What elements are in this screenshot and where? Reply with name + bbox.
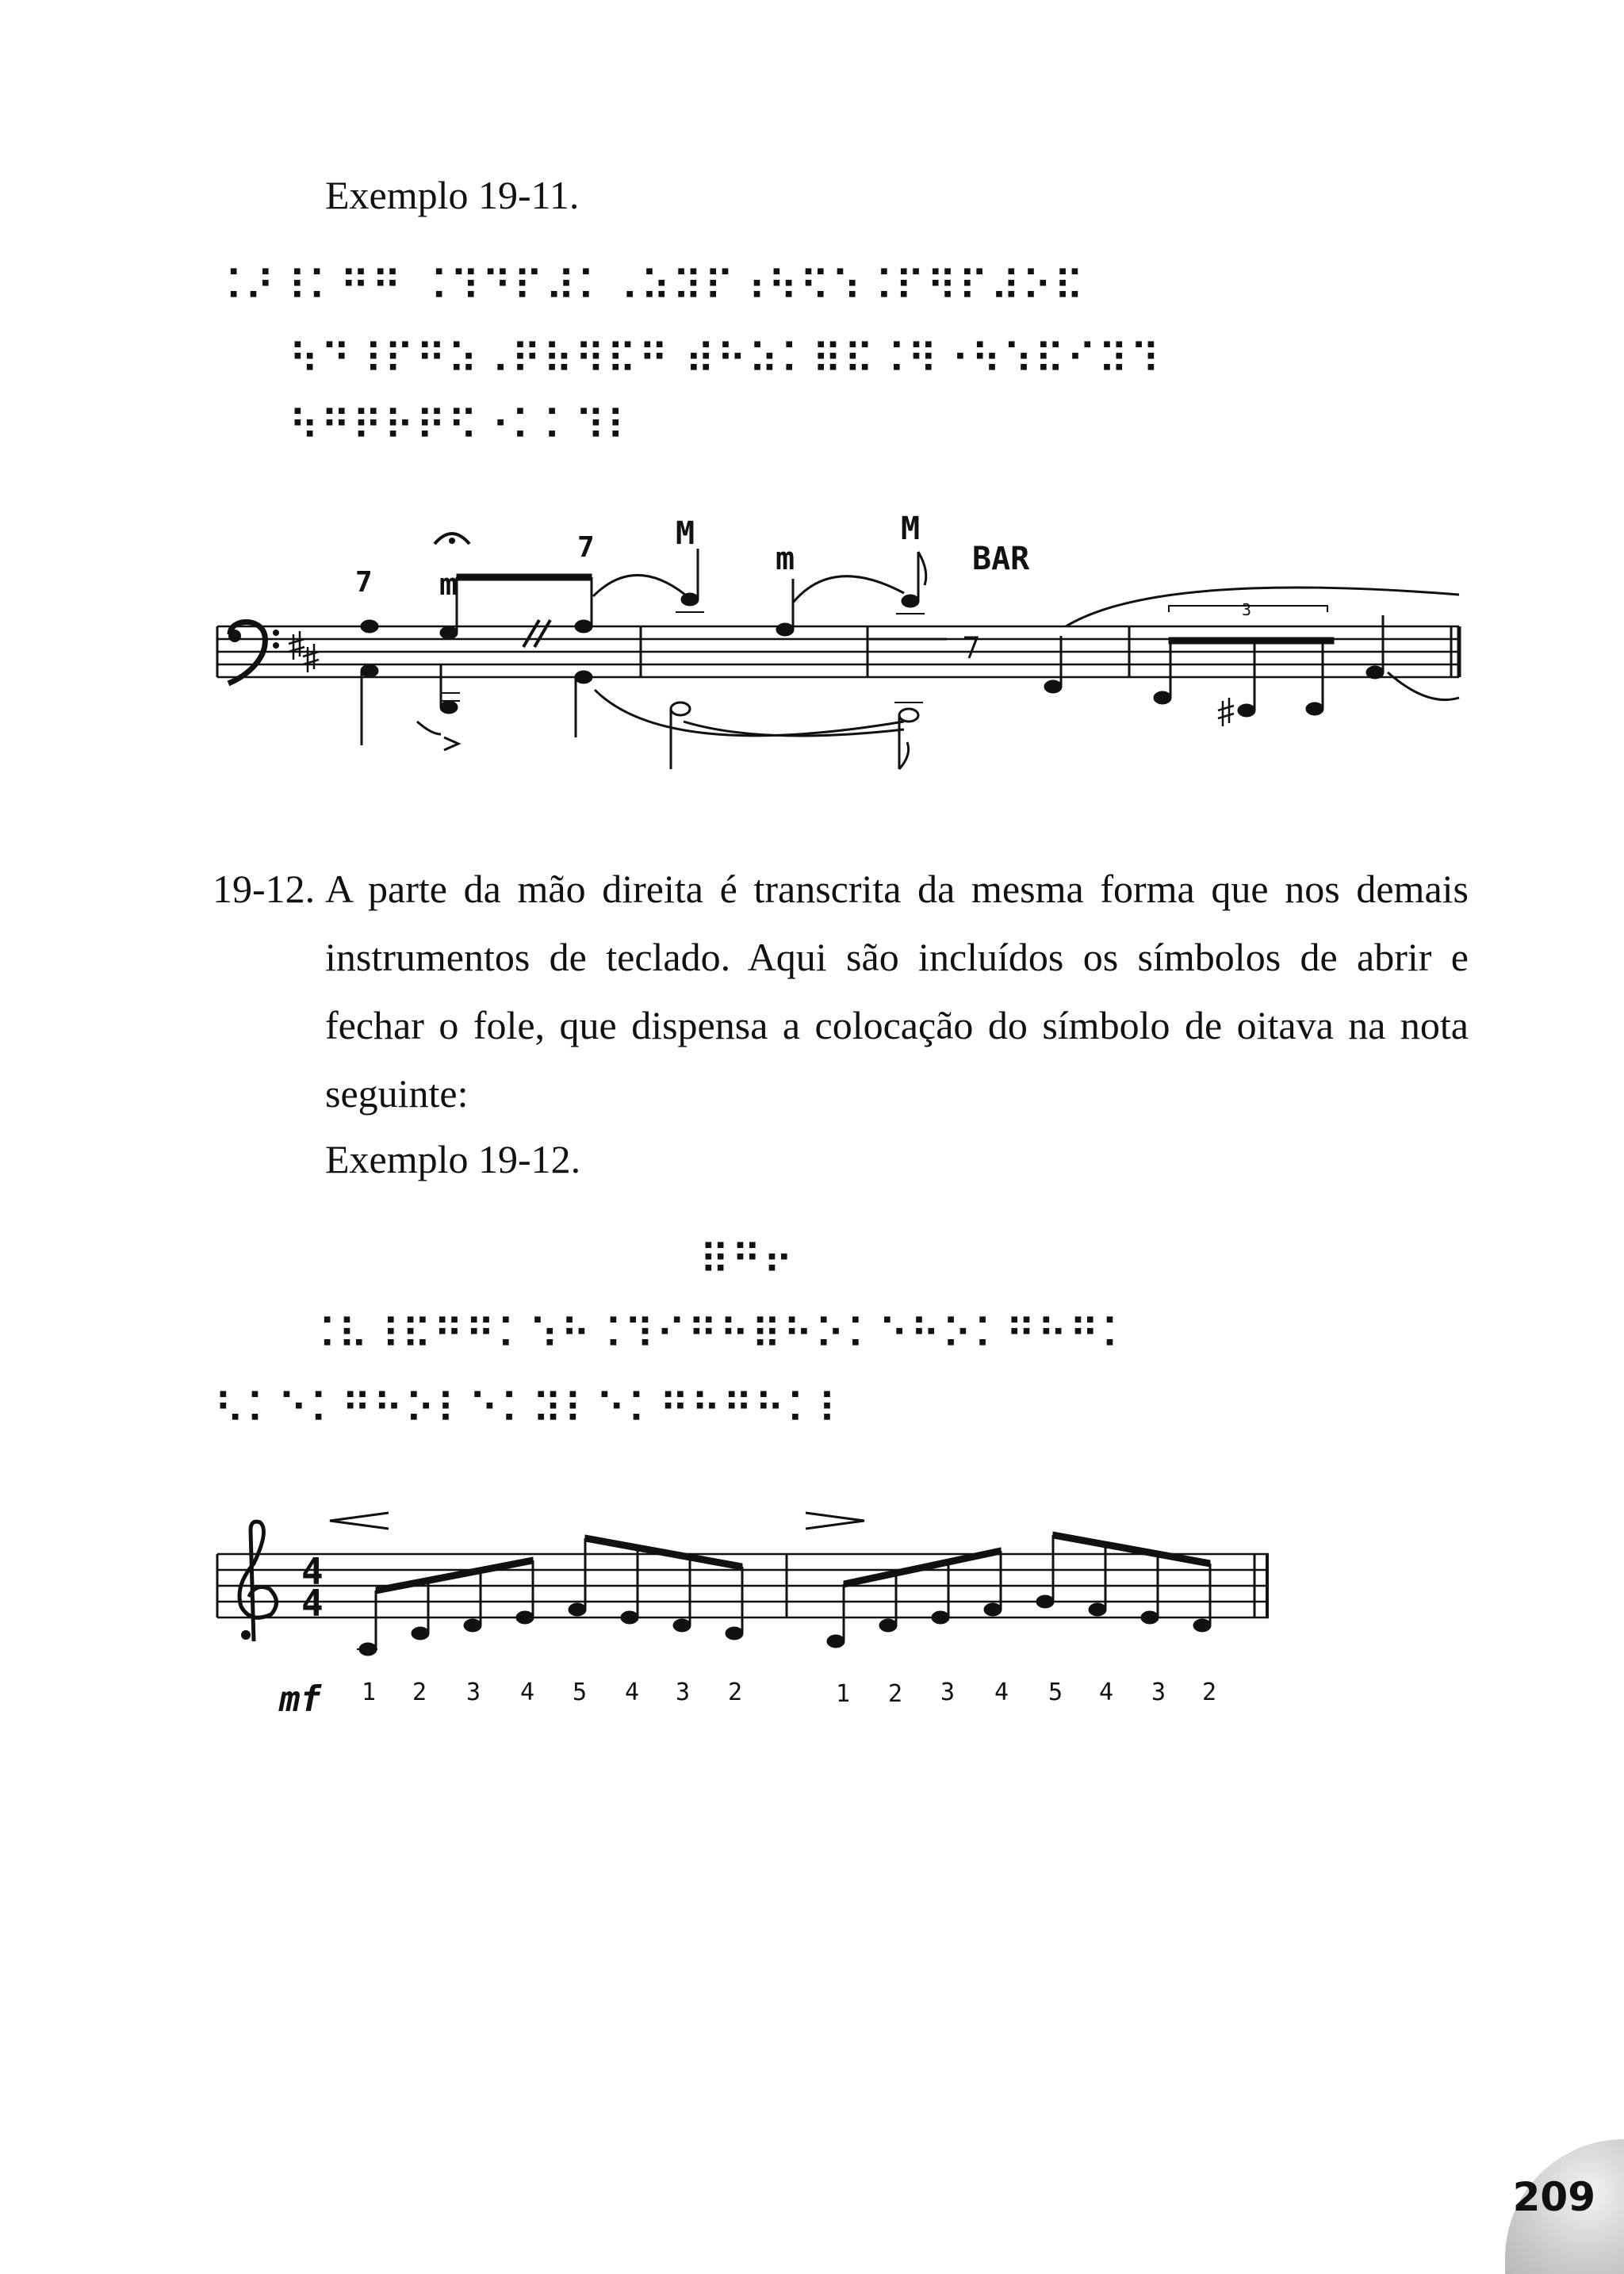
fingering-label: 4 (1099, 1679, 1114, 1706)
braille-line: ⠨⠧⠸⠯⠛⠛⠅⠱⠓⠨⠹⠊⠛⠓⠿⠓⠕⠅⠑⠓⠕⠅⠛⠓⠛⠅ (306, 1311, 1133, 1359)
fingering-label: m (439, 567, 458, 602)
fingering-label: 3 (940, 1679, 956, 1706)
fingering-label: 4 (625, 1679, 640, 1706)
fingering-label: 7 (355, 566, 373, 599)
time-signature (301, 1550, 324, 1625)
paragraph-line: fechar o fole, que dispensa a colocação do símbolo de oitava na nota (325, 1003, 1469, 1047)
fingering-label: 3 (466, 1679, 481, 1706)
crescendo-icon (330, 1513, 389, 1529)
bellows-label: M (676, 515, 695, 552)
fingering-label: 3 (1151, 1679, 1166, 1706)
dynamic-label: mf (279, 1679, 321, 1720)
bellows-label: M (901, 511, 921, 547)
example-19-11-heading: Exemplo 19-11. (325, 173, 580, 217)
notes (361, 574, 592, 745)
treble-clef-icon (239, 1522, 277, 1641)
fingering-label: 7 (577, 531, 595, 564)
rest-icon (964, 637, 977, 658)
decrescendo-icon (806, 1513, 864, 1529)
fingering-label: 2 (728, 1679, 743, 1706)
svg-text:4: 4 (301, 1582, 324, 1625)
accent-icon (444, 737, 458, 750)
paragraph-line: seguinte: (325, 1071, 469, 1116)
fingering-label: 4 (520, 1679, 535, 1706)
staff-lines (217, 626, 1459, 677)
fingering-label: 1 (836, 1680, 851, 1708)
fermata-icon (435, 534, 469, 544)
paragraph-line: A parte da mão direita é transcrita da mesma forma que nos demais (325, 867, 1469, 911)
fingering-label: 5 (573, 1679, 588, 1706)
treble-clef-score (206, 1491, 1316, 1721)
braille-line: ⠳⠛⠟⠗⠟⠫⠐⠅⠅⠹⠇ (289, 403, 638, 450)
fingering-label: m (776, 541, 795, 577)
braille-line: ⠣⠅⠑⠅⠛⠓⠕⠇⠑⠅⠽⠇⠑⠅⠛⠓⠛⠓⠅⠇ (214, 1386, 850, 1434)
svg-text:4: 4 (301, 1550, 324, 1593)
braille-line: ⠿⠛⠖ (699, 1237, 795, 1284)
bar-label: BAR (972, 541, 1030, 577)
sharp-icon (1218, 698, 1234, 726)
triplet-label: 3 (1242, 600, 1252, 619)
page-number: 209 (1512, 2174, 1595, 2220)
braille-line: ⠨⠜⠸⠅⠛⠛ ⠨⠹⠙⠏⠼⠅⠠⠵⠽⠏⠰⠳⠫⠱⠨⠏⠻⠏⠼⠕⠯ (213, 263, 1086, 311)
fingering-label: 1 (362, 1679, 377, 1706)
fingering-label: 2 (412, 1679, 427, 1706)
paragraph-number: 19-12. (213, 867, 316, 911)
paragraph-line: instrumentos de teclado. Aqui são incluídos os símbolos de abrir e (325, 935, 1469, 979)
tremolo-slashes (523, 620, 550, 647)
fingering-label: 2 (1202, 1679, 1217, 1706)
notes (827, 1532, 1211, 1648)
fingering-label: 3 (676, 1679, 691, 1706)
example-19-12-heading: Exemplo 19-12. (325, 1137, 581, 1181)
bass-clef-score (206, 507, 1475, 793)
braille-line: ⠳⠙⠸⠏⠛⠵⠠⠟⠷⠻⠯⠛ ⠾⠓⠵⠅⠿⠯⠨⠻⠐⠳⠱⠯⠊⠽⠹ (289, 336, 1162, 384)
fingering-label: 4 (994, 1679, 1009, 1706)
fingering-label: 5 (1048, 1679, 1063, 1706)
fingering-label: 2 (888, 1680, 903, 1708)
